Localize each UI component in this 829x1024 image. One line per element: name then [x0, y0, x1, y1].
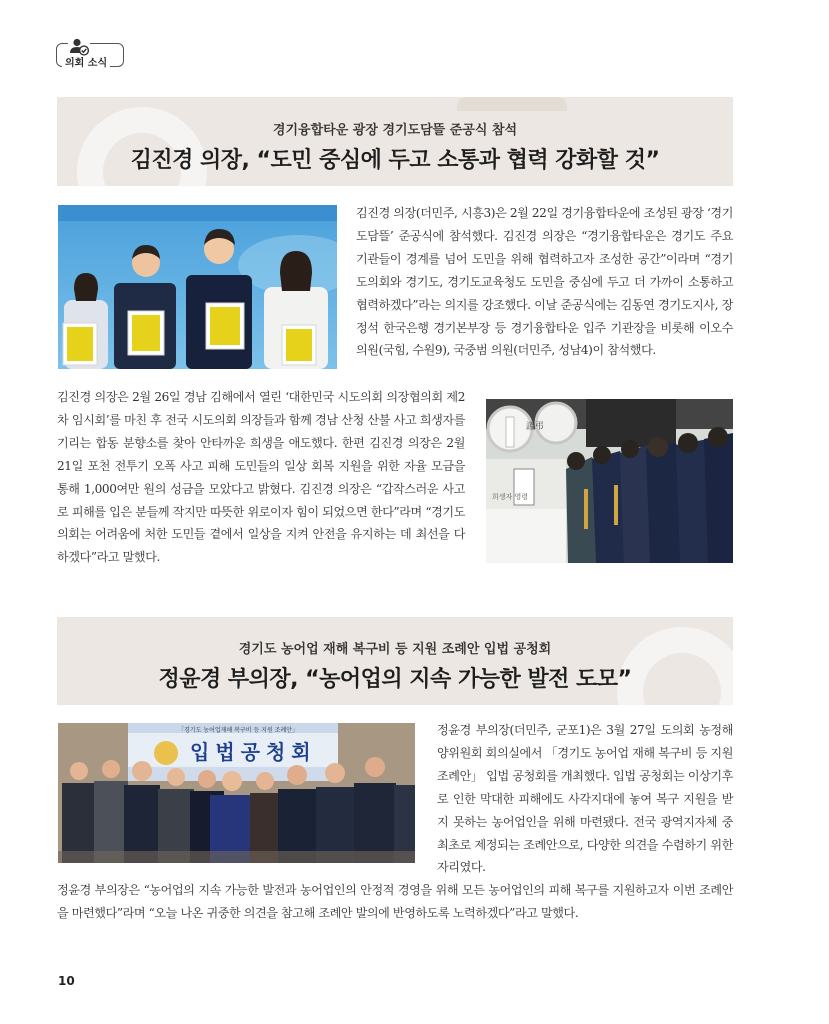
wreath-ribbon-text: 謹弔 — [526, 422, 545, 432]
memorial-photo — [486, 399, 733, 563]
article2-paragraph2: 정윤경 부의장은 “농어업의 지속 가능한 발전과 농어업인의 안정적 경영을 위해 모든 농어업인의 피해 복구를 지원하고자 이번 조례안을 마련했다”라며 “오늘 나온 귀중한 의견을 참고해 조례안 발의에 반영하도록 노력하겠다”라고 말했다. — [57, 883, 733, 920]
page-number: 10 — [58, 974, 75, 988]
article1-paragraph1: 김진경 의장(더민주, 시흥3)은 2월 22일 경기융합타운에 조성된 광장 ‘경기도담뜰’ 준공식에 참석했다. 김진경 의장은 “경기융합타운은 경기도 주요 기관들이 경계를 넘어 도민을 위해 협력하고자 조성한 공간”이라며 “경기도의회와 경기도, 경기도교육청도 도민을 중심에 두고 더 가까이 소통하고 협력하겠다”라는 의지를 강조했다. 이날 준공식에는 김동연 경기도지사, 장정석 한국은행 경기본부장 등 경기융합타운 입주 기관장을 비롯해 이오수 의원(국힘, 수원9), 국중범 의원(더민주, 성남4)이 참석했다. — [356, 206, 733, 358]
article1-paragraph2: 김진경 의장은 2월 26일 경남 김해에서 열린 ‘대한민국 시도의회 의장협의회 제2차 임시회’를 마친 후 전국 시도의회 의장들과 함께 경남 산청 산불 사고 희생자를 기리는 합동 분향소를 찾아 안타까운 희생을 애도했다. 한편 김진경 의장은 2월 21일 포천 전투기 오폭 사고 피해 도민들의 일상 회복 지원을 위한 자율 모금을 통해 1,000여만 원의 성금을 모았다고 밝혔다. 김진경 의장은 “갑작스러운 사고로 피해를 입은 분들께 작지만 따뜻한 위로이자 힘이 되었으면 한다”라며 “경기도의회는 어려움에 처한 도민들 곁에서 일상을 지켜 안전을 유지하는 데 최선을 다하겠다”라고 말했다. — [57, 390, 465, 565]
banner-deco-tab — [457, 97, 567, 111]
photo-banner-small-text: 「경기도 농어업재해 복구비 등 지원 조례안」 — [178, 727, 299, 734]
article2-subtitle: 경기도 농어업 재해 복구비 등 지원 조례안 입법 공청회 — [238, 642, 552, 657]
section-label: 의회 소식 — [62, 58, 110, 70]
article1-title: 김진경 의장, “도민 중심에 두고 소통과 협력 강화할 것” — [130, 148, 660, 173]
council-member-icon — [68, 38, 90, 56]
section-tag — [56, 38, 124, 72]
article2-banner — [57, 617, 733, 705]
ceremony-photo — [58, 205, 337, 369]
public-hearing-photo — [58, 723, 415, 863]
altar-placard-text: 희생자 영령 — [492, 493, 529, 501]
photo-banner-main-text: 입법공청회 — [190, 740, 317, 764]
article2-paragraph1: 정윤경 부의장(더민주, 군포1)은 3월 27일 도의회 농정해양위원회 회의실에서 「경기도 농어업 재해 복구비 등 지원 조례안」 입법 공청회를 개최했다. 입법 공청회는 이상기후로 인한 막대한 피해에도 사각지대에 놓여 복구 지원을 받지 못하는 농어업인을 위해 마련됐다. 전국 광역지자체 중 최초로 제정되는 조례안으로, 다양한 의견을 수렴하기 위한 자리였다. — [437, 723, 733, 875]
article1-subtitle: 경기융합타운 광장 경기도담뜰 준공식 참석 — [272, 123, 518, 138]
article1-banner — [57, 97, 733, 186]
article2-title: 정윤경 부의장, “농어업의 지속 가능한 발전 도모” — [158, 667, 632, 692]
